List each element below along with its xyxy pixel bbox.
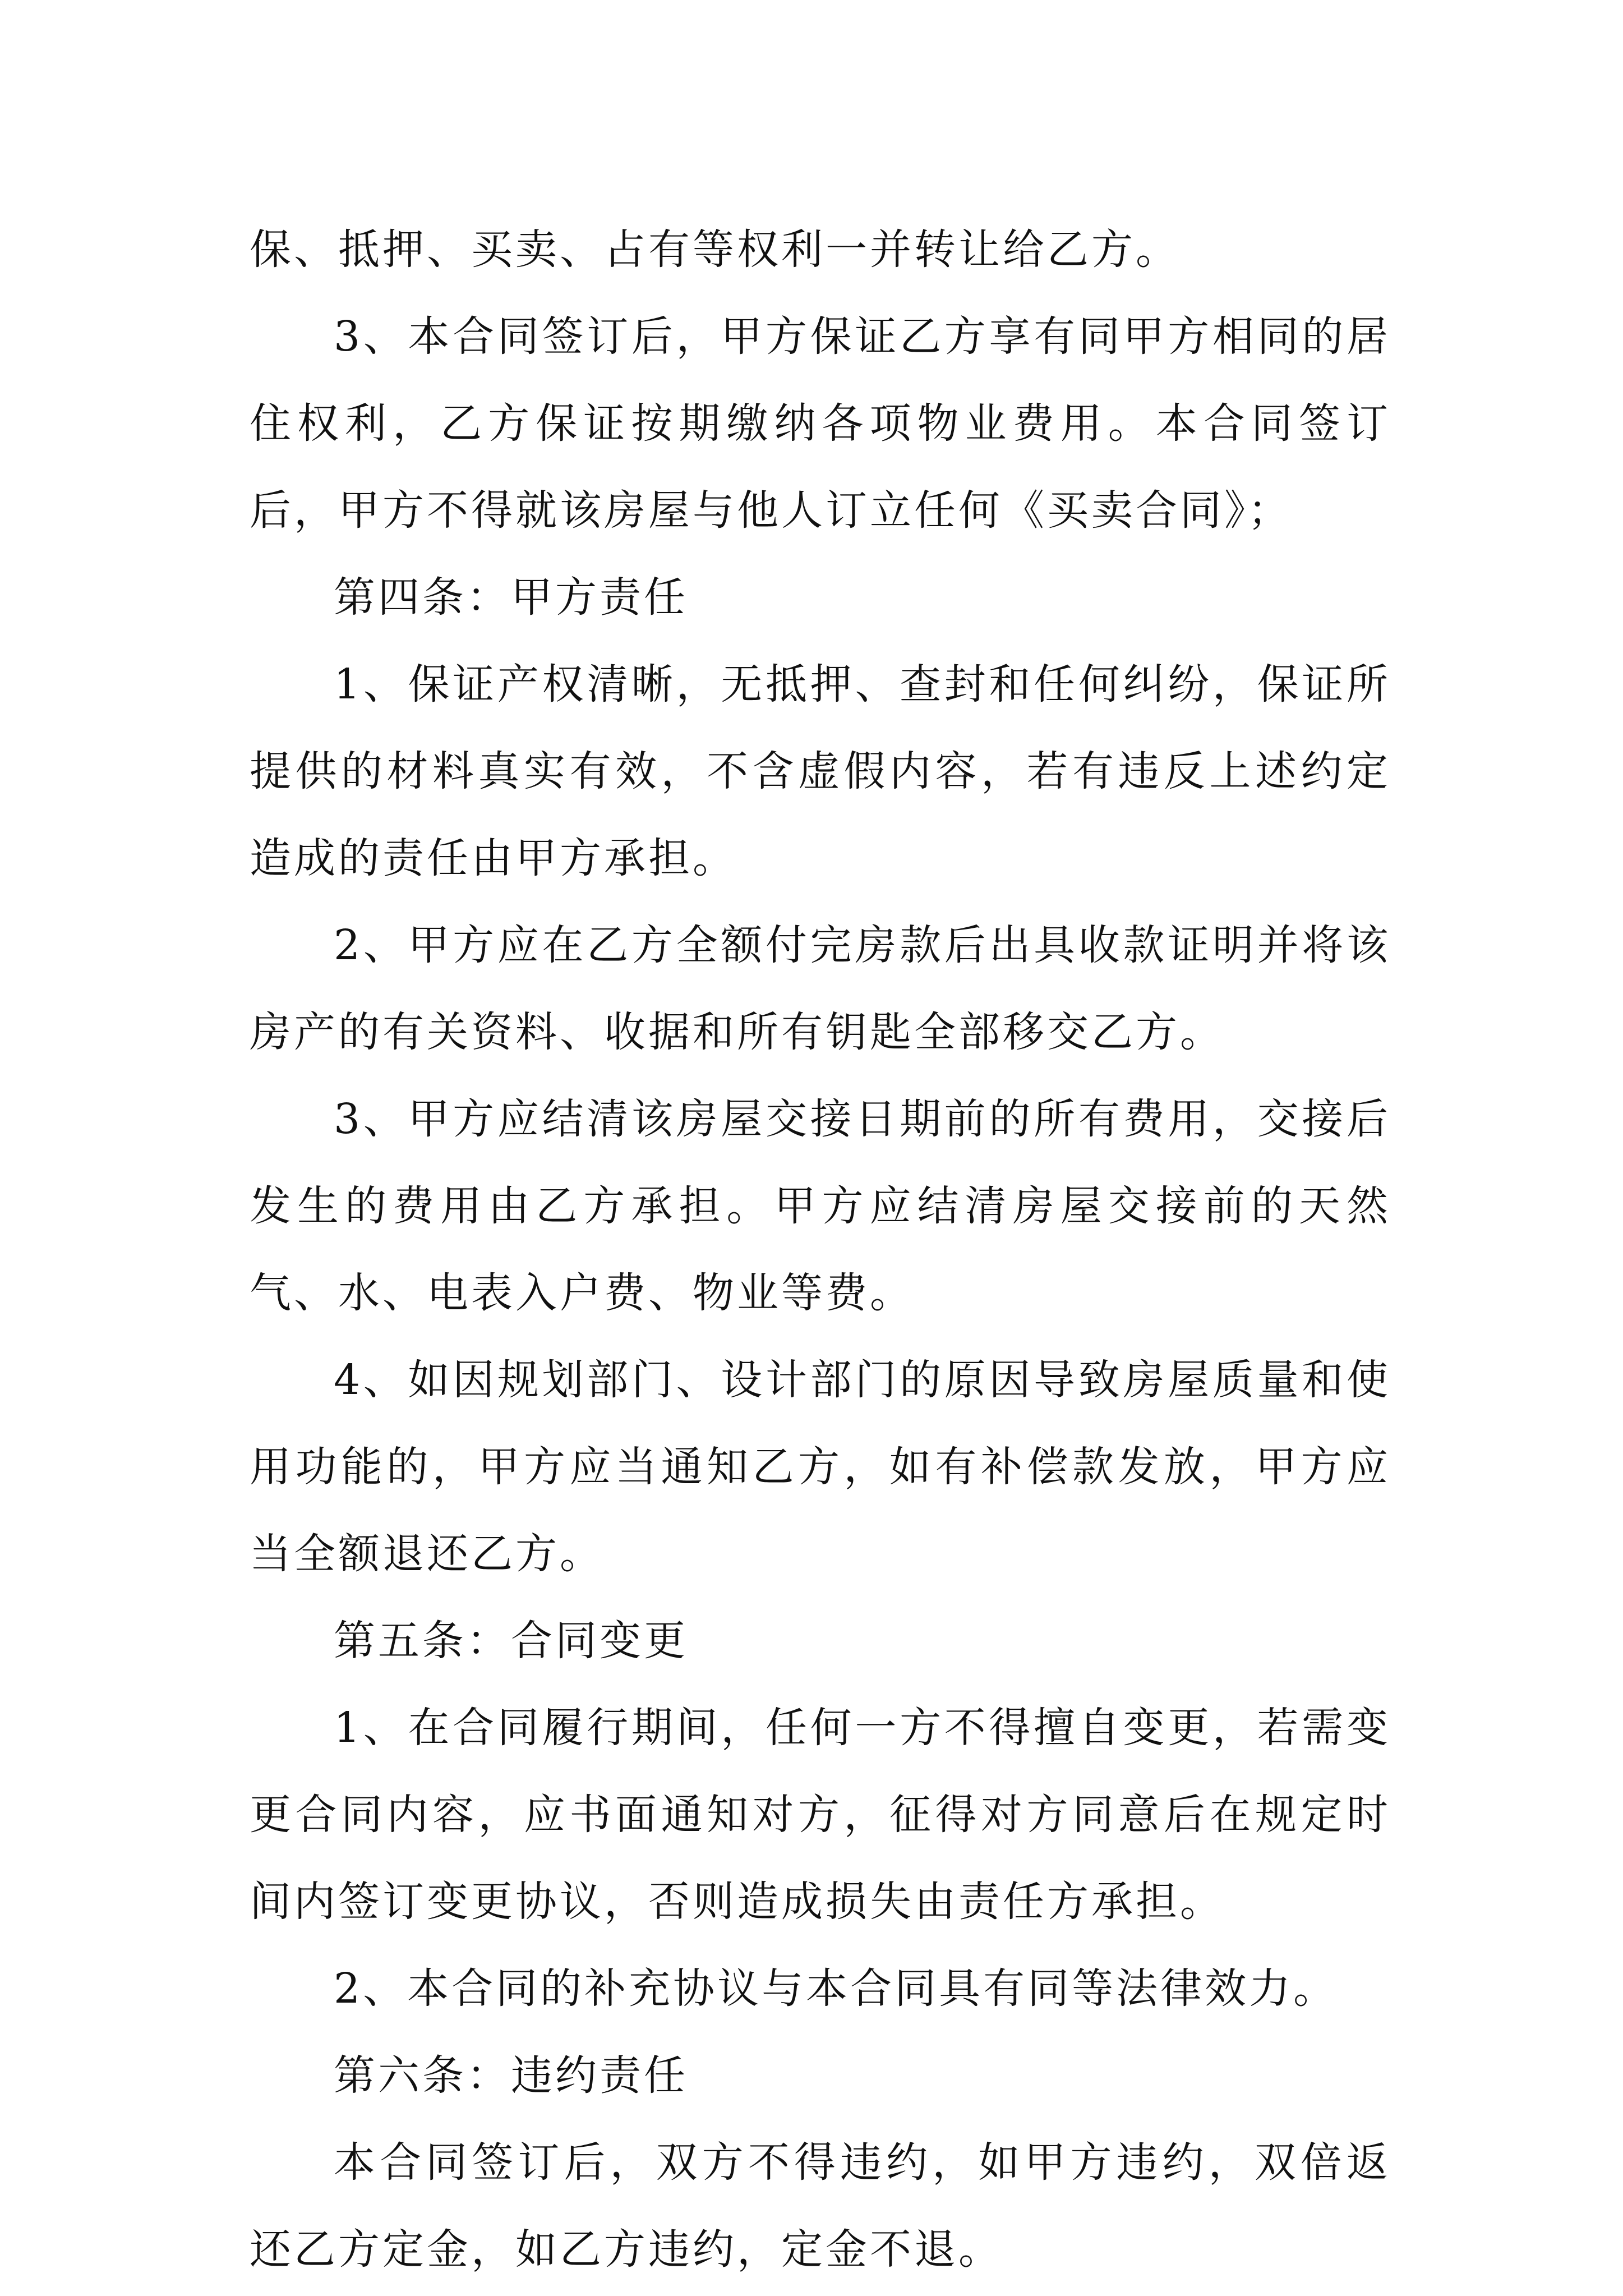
paragraph-residence-rights: 3、本合同签订后，甲方保证乙方享有同甲方相同的居住权利，乙方保证按期缴纳各项物业费用。本合同签订后，甲方不得就该房屋与他人订立任何《买卖合同》； [250,312,1391,535]
paragraph-article-6: 本合同签订后，双方不得违约，如甲方违约，双倍返还乙方定金，如乙方违约，定金不退。 [250,2138,1391,2274]
paragraph-article-4-item-4: 4、如因规划部门、设计部门的原因导致房屋质量和使用功能的，甲方应当通知乙方，如有补偿款发放，甲方应当全额退还乙方。 [250,1356,1391,1578]
paragraph-article-5-item-2: 2、本合同的补充协议与本合同具有同等法律效力。 [334,1964,1338,2013]
paragraph-article-5-item-1: 1、在合同履行期间，任何一方不得擅自变更，若需变更合同内容，应书面通知对方，征得对方同意后在规定时间内签订变更协议，否则造成损失由责任方承担。 [250,1704,1391,1926]
heading-article-6: 第六条：违约责任 [334,2051,688,2100]
heading-article-5: 第五条：合同变更 [334,1617,688,1665]
paragraph-article-4-item-3: 3、甲方应结清该房屋交接日期前的所有费用，交接后发生的费用由乙方承担。甲方应结清房屋交接前的天然气、水、电表入户费、物业等费。 [250,1095,1391,1317]
paragraph-article-4-item-1: 1、保证产权清晰，无抵押、查封和任何纠纷，保证所提供的材料真实有效，不含虚假内容，若有违反上述约定造成的责任由甲方承担。 [250,660,1391,882]
paragraph-transfer-rights: 保、抵押、买卖、占有等权利一并转让给乙方。 [250,226,1180,274]
document-body [250,206,1391,2293]
heading-article-4: 第四条：甲方责任 [334,573,688,622]
paragraph-article-4-item-2: 2、甲方应在乙方全额付完房款后出具收款证明并将该房产的有关资料、收据和所有钥匙全部移交乙方。 [250,921,1391,1056]
